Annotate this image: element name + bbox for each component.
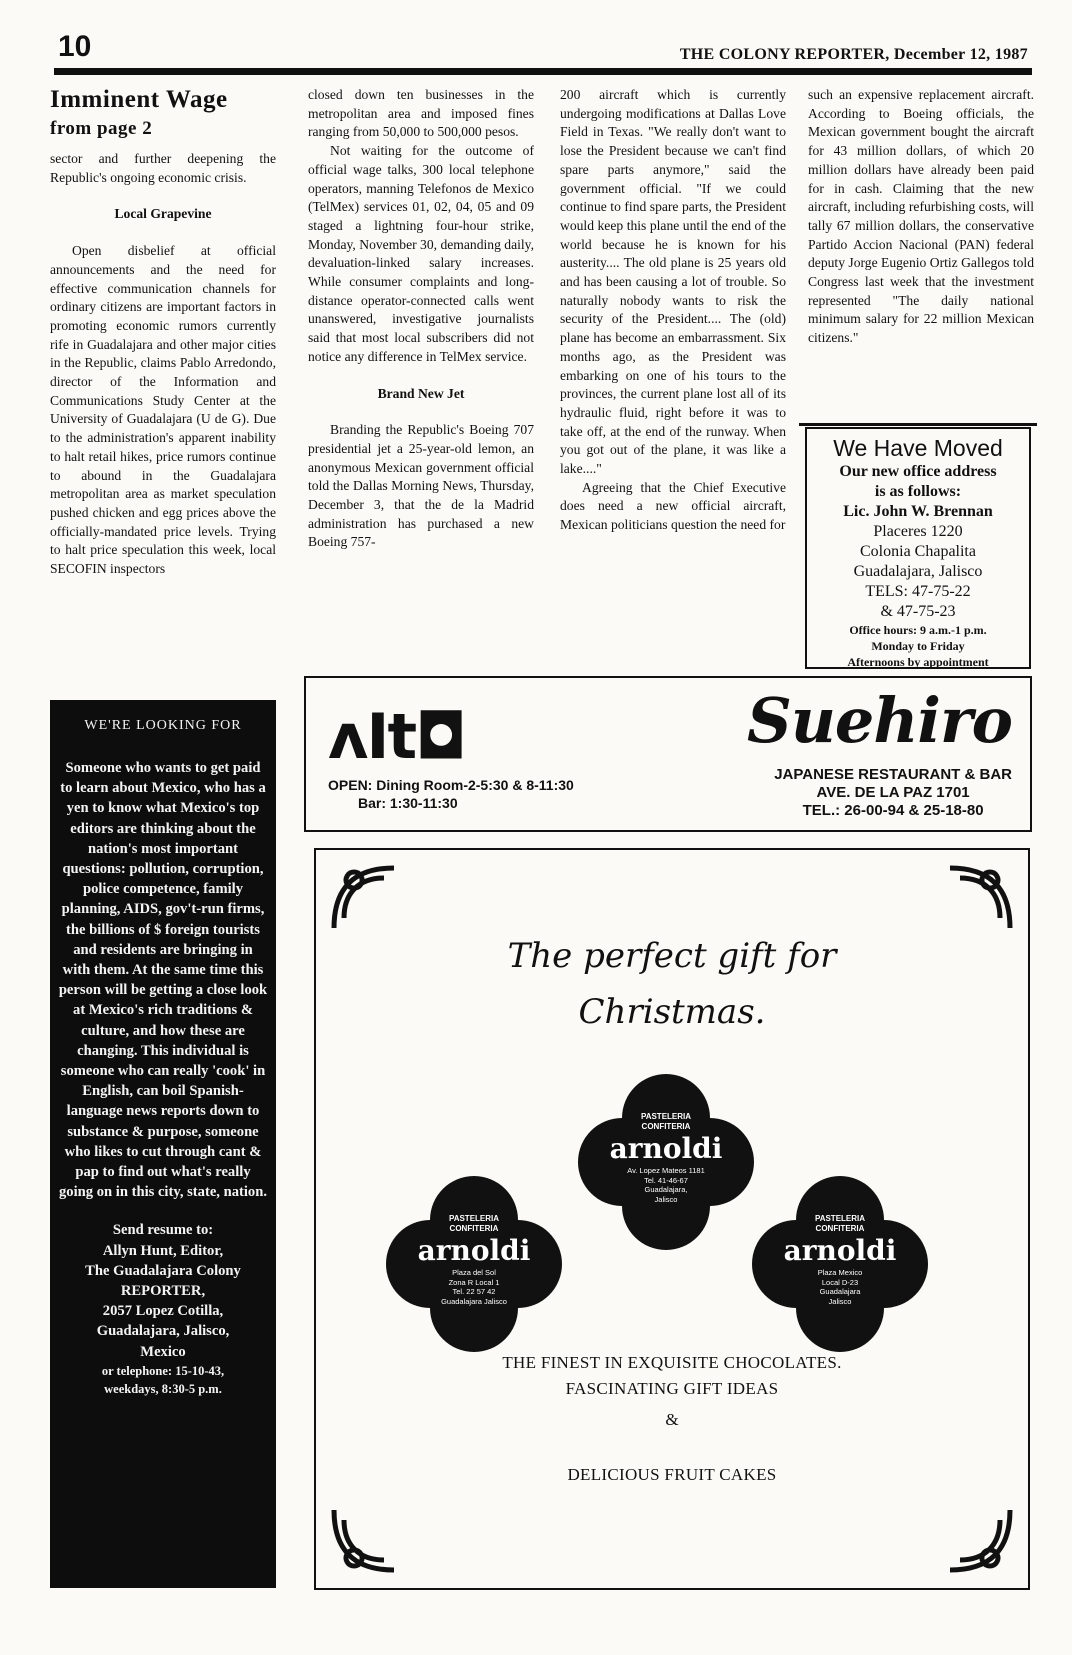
subhead-brand-new-jet: Brand New Jet: [377, 385, 465, 401]
subhead-local-grapevine: Local Grapevine: [114, 206, 212, 222]
store-brand: arnoldi: [783, 1234, 897, 1267]
moved-line: Lic. John W. Brennan: [843, 503, 993, 520]
contact-line: 2057 Lopez Cotilla,: [102, 1303, 224, 1320]
tagline-line: THE FINEST IN EXQUISITE CHOCOLATES.: [502, 1353, 842, 1372]
restaurant-ad: [304, 676, 1032, 832]
store-logo: [382, 1172, 566, 1356]
paragraph: Open disbelief at official announcements and the need for effective communication channels for ordinary citizens are important factors in promoting economic rumors currently rife in Guadalajara and other major cities in the Republic, claims Pablo Arredondo, director of the Information and Communications Study Center at the University of Guadalajara (U de G). Due to the administration's apparent inability to halt retail hikes, price rumors continue to abound in the Guadalajara metropolitan area as market speculation pushed chicken and egg prices above the officially-mandated price levels. Trying to halt price speculation this week, local SECOFIN inspectors: [50, 243, 276, 577]
paragraph: closed down ten businesses in the metropolitan area and imposed fines ranging from 50,000 to 500,000 pesos.: [308, 87, 534, 140]
wanted-contact: [58, 1220, 268, 1397]
article-column-1: [50, 86, 276, 579]
moved-line: is as follows:: [874, 483, 962, 500]
restaurant-hours: [328, 776, 574, 812]
store-label: PASTELERIA: [448, 1214, 500, 1223]
christmas-headline: [316, 928, 1028, 1040]
store-logo: [574, 1070, 758, 1254]
ornament-icon: [940, 1500, 1020, 1580]
ornament-icon: [940, 858, 1020, 938]
store-label: PASTELERIA: [640, 1112, 692, 1121]
store-label: CONFITERIA: [449, 1224, 499, 1233]
store-brand: arnoldi: [609, 1132, 723, 1165]
store-address: Local D-23: [821, 1277, 859, 1287]
ornament-icon: [324, 1500, 404, 1580]
contact-line: Send resume to:: [112, 1222, 214, 1239]
moved-line: Office hours: 9 a.m.-1 p.m.: [849, 623, 987, 637]
paragraph: 200 aircraft which is currently undergoing modifications at Dallas Love Field in Texas. "We really don't want to lose the President because we can't find spare parts anymore," said the government official. "If we could continue to find spare parts, the President would keep this plane until the end of the world because he is known for his austerity.... The old plane is 25 years old and has been causing a lot of trouble. So naturally nobody wants to risk the security of the President.... The (old) plane has become an embarrassment. Six months ago, as the President was embarking on one of his tours to the provinces, the current plane lost all of its hydraulic fluid, right before it was to take off, at the end of the runway. When you got out of the plane, it was like a lake....": [560, 87, 786, 477]
restaurant-name: Suehiro: [747, 684, 1012, 757]
store-address: Guadalajara,: [644, 1185, 688, 1194]
hours-bar: Bar: 1:30-11:30: [358, 795, 458, 811]
contact-line: REPORTER,: [120, 1283, 206, 1300]
store-address: Tel. 22 57 42: [452, 1287, 496, 1296]
contact-line: Mexico: [140, 1343, 186, 1360]
store-address: Jalisco: [828, 1296, 852, 1306]
restaurant-type: JAPANESE RESTAURANT & BAR: [774, 766, 1012, 783]
store-address: Plaza Mexico: [817, 1268, 863, 1277]
moved-line: Afternoons by appointment: [847, 655, 989, 669]
store-address: Guadalajara: [819, 1287, 861, 1296]
moved-notice-rule: [799, 423, 1037, 426]
restaurant-info: [774, 766, 1012, 820]
header-rule: [54, 68, 1032, 75]
tagline-line: FASCINATING GIFT IDEAS: [565, 1379, 779, 1398]
store-address: Guadalajara Jalisco: [441, 1296, 507, 1306]
store-address: Jalisco: [654, 1194, 678, 1204]
page-number: 10: [58, 30, 92, 63]
store-brand: arnoldi: [417, 1234, 531, 1267]
masthead: THE COLONY REPORTER, December 12, 1987: [679, 46, 1028, 63]
article-column-2: [308, 86, 534, 552]
chocolate-tagline: [316, 1350, 1028, 1402]
contact-line: Guadalajara, Jalisco,: [96, 1323, 230, 1340]
chocolate-ad: [314, 848, 1030, 1590]
article-column-4: [808, 86, 1034, 348]
wanted-title: WE'RE LOOKING FOR: [84, 718, 242, 733]
store-label: CONFITERIA: [641, 1122, 691, 1131]
contact-line: The Guadalajara Colony: [85, 1262, 241, 1279]
paragraph: such an expensive replacement aircraft. According to Boeing officials, the Mexican government bought the aircraft for 43 million dollars, of which 20 million dollars have already been paid for in cash. Claiming that the new aircraft, including refurbishing costs, will tally 67 million dollars, the conservative Partido Accion Nacional (PAN) federal deputy Jorge Eugenio Ortiz Gallegos told Congress last week that the investment represented "The daily national minimum salary for 22 million Mexican citizens.": [808, 87, 1034, 346]
article-column-3: [560, 86, 786, 535]
hours-dining: OPEN: Dining Room-2-5:30 & 8-11:30: [328, 777, 574, 793]
store-address: Tel. 41-46-67: [644, 1175, 688, 1185]
store-address: Av. Lopez Mateos 1181: [627, 1166, 705, 1175]
contact-line: or telephone: 15-10-43,: [101, 1363, 225, 1378]
moved-line: Colonia Chapalita: [860, 543, 976, 560]
store-logo: [748, 1172, 932, 1356]
store-label: CONFITERIA: [815, 1224, 865, 1233]
paragraph: Branding the Republic's Boeing 707 presidential jet a 25-year-old lemon, an anonymous Mexican government official told the Dallas Morning News, Thursday, December 3, that the de la Madrid administration has purchased a new Boeing 757-: [308, 422, 534, 550]
moved-line: & 47-75-23: [880, 603, 956, 620]
store-address: Zona R Local 1: [448, 1277, 500, 1287]
article-headline: Imminent Wage: [50, 86, 228, 113]
ornament-icon: [324, 858, 404, 938]
wanted-ad: [50, 700, 276, 1588]
script-line: Christmas.: [578, 992, 766, 1032]
script-line: The perfect gift for: [507, 936, 837, 976]
fruitcake-line: DELICIOUS FRUIT CAKES: [567, 1465, 777, 1484]
moved-line: Our new office address: [839, 463, 997, 480]
paragraph: Not waiting for the outcome of official wage talks, 300 local telephone operators, manning Telefonos de Mexico (TelMex) services 01, 02, 04, 05 and 09 staged a lightning four-hour strike, Monday, November 30, demanding daily, devaluation-linked salary increases. While consumer complaints and long-distance operator-connected calls went unanswered, investigative journalists said that most local subscribers did not notice any difference in TelMex service.: [308, 143, 534, 364]
moved-line: TELS: 47-75-22: [865, 583, 971, 600]
moved-line: Monday to Friday: [871, 639, 965, 653]
contact-line: Allyn Hunt, Editor,: [102, 1242, 224, 1259]
store-address: Plaza del Sol: [452, 1268, 496, 1277]
paragraph: sector and further deepening the Republic's ongoing economic crisis.: [50, 151, 276, 185]
article-kicker: from page 2: [50, 118, 153, 139]
wanted-body: Someone who wants to get paid to learn about Mexico, who has a yen to know what Mexico's top editors are thinking about the nation's most important questions: pollution, corruption, police competence, family planning, AIDS, gov't-run firms, the billions of $ foreign tourists and residents are bringing in with them. At the same time this person will be getting a close look at Mexico's rich traditions & culture, and how these are changing. This individual is someone who can really 'cook' in English, can boil Spanish-language news reports down to substance & purpose, someone who likes to cut through cant & pap to find out what's really going on in this city, state, nation.: [58, 760, 268, 1201]
moved-line: Placeres 1220: [873, 523, 963, 540]
moved-notice: [805, 427, 1031, 669]
restaurant-phone: TEL.: 26-00-94 & 25-18-80: [802, 802, 984, 819]
paragraph: Agreeing that the Chief Executive does need a new official aircraft, Mexican politicians question the need for: [560, 479, 786, 533]
restaurant-logo: ʌIt◘: [328, 700, 466, 773]
moved-line: Guadalajara, Jalisco: [853, 563, 983, 580]
moved-title: We Have Moved: [833, 435, 1003, 461]
contact-line: weekdays, 8:30-5 p.m.: [104, 1381, 222, 1396]
restaurant-address: AVE. DE LA PAZ 1701: [816, 784, 970, 801]
store-label: PASTELERIA: [814, 1214, 866, 1223]
ampersand: &: [665, 1410, 679, 1429]
